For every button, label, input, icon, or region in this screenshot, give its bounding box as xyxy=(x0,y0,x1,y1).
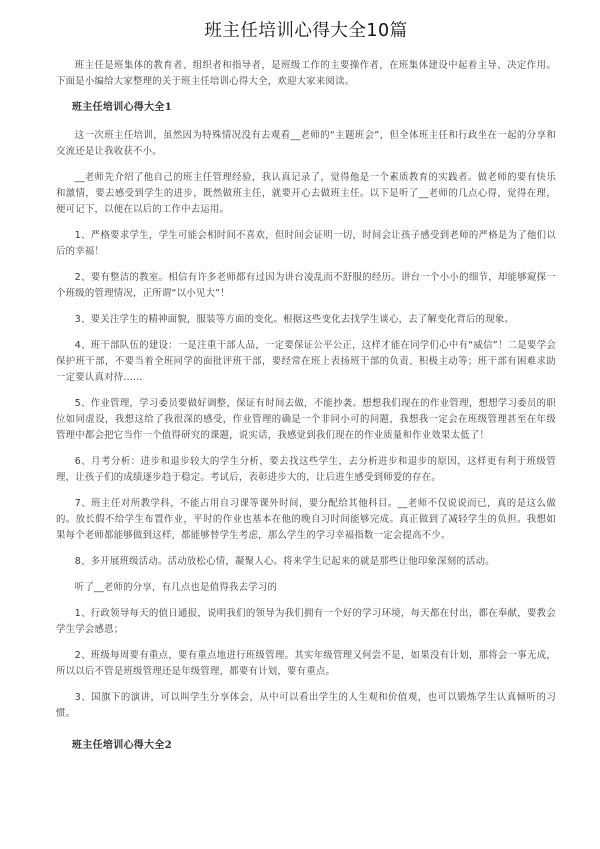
section-1-paragraph: 听了__老师的分享，有几点也是值得我去学习的 xyxy=(74,582,278,593)
section-1-paragraph: 7、班主任对所教学科，不能占用自习课等课外时间，要分配给其他科目。__老师不仅说说而已，真的是这么做的。放长假不给学生布置作业，平时的作业也基本在他的晚自习时间能够完成。真正做到了减轻学生的负担。我想如果每个老师都能够做到这样，都能够替学生考虑，那么学生的学习幸福指数一定会提高不少。 xyxy=(56,498,556,541)
section-1-paragraph: 3、要关注学生的精神面貌，服装等方面的变化。根据这些变化去找学生谈心，去了解变化背后的现象。 xyxy=(74,314,515,325)
section-1-paragraph: 3、国旗下的演讲，可以叫学生分享体会，从中可以看出学生的人生观和价值观，也可以锻炼学生认真倾听的习惯。 xyxy=(56,692,556,719)
section-1-paragraph: 这一次班主任培训，虽然因为特殊情况没有去观看__老师的“主题班会”，但全体班主任和行政坐在一起的分享和交流还是让我收获不小。 xyxy=(56,130,556,157)
section-1-paragraph: 8、多开展班级活动。活动放松心情，凝聚人心。将来学生记起来的就是那些让他印象深刻的活动。 xyxy=(74,556,495,567)
section-1-paragraph: 5、作业管理，学习委员要做好调整，保证有时间去做，不能抄袭。想想我们现在的作业管理，想想学习委员的职位如同虚设，我想这给了我很深的感受，作业管理的确是一个非同小可的问题，我想我一定会在班级管理甚至在年级管理中都会把它当作一个值得研究的课题，说实话，我感觉到我们现在的作业质量和作业效果太低了！ xyxy=(56,398,556,441)
section-1-paragraph: 4、班干部队伍的建设：一是注重干部人品，一定要保证公平公正，这样才能在同学们心中有“威信”！二是要学会保护班干部，不要当着全班同学的面批评班干部，要经常在班上表扬班干部的负责、积极主动等；班干部有困难求助一定要认真对待…… xyxy=(56,340,556,383)
section-1-paragraph: 2、班级每周要有重点，要有重点地进行班级管理。其实年级管理又何尝不是，如果没有计划，那将会一事无成，所以以后不管是班级管理还是年级管理，都要有计划，要有重点。 xyxy=(56,650,556,677)
section-1-heading: 班主任培训心得大全1 xyxy=(72,102,172,113)
section-1-paragraph: 6、月考分析：进步和退步较大的学生分析，要去找这些学生，去分析进步和退步的原因，这样更有利于班级管理，让孩子们的成绩逐步趋于稳定。考试后，表彰进步大的，让后进生感受到师爱的存在。 xyxy=(56,456,556,483)
document-title: 班主任培训心得大全10篇 xyxy=(204,21,408,41)
section-1-paragraph: 1、严格要求学生，学生可能会相时间不喜欢，但时间会证明一切，时间会让孩子感受到老师的严格是为了他们以后的幸福！ xyxy=(56,230,556,257)
section-1-paragraph: __老师先介绍了他自己的班主任管理经验，我认真记录了，觉得他是一个素质教育的实践者。做老师的要有快乐和激情，要去感受到学生的进步，既然做班主任，就要开心去做班主任。以下是听了__老师的几点心得，觉得在理，便可记下，以便在以后的工作中去运用。 xyxy=(56,172,556,215)
section-1-paragraph: 2、要有整洁的教室。相信有许多老师都有过因为讲台凌乱而不舒服的经历。讲台一个小小的细节，却能够窥探一个班级的管理情况，正所谓“以小见大”！ xyxy=(56,272,556,299)
section-2-heading: 班主任培训心得大全2 xyxy=(72,740,172,751)
section-1-paragraph: 1、行政领导每天的值日通报，说明我们的领导为我们拥有一个好的学习环境，每天都在付出，都在奉献，要教会学生学会感恩； xyxy=(56,608,556,635)
intro-paragraph: 班主任是班集体的教育者、组织者和指导者，是班级工作的主要操作者，在班集体建设中起着主导、决定作用。下面是小编给大家整理的关于班主任培训心得大全，欢迎大家来阅读。 xyxy=(56,60,556,87)
